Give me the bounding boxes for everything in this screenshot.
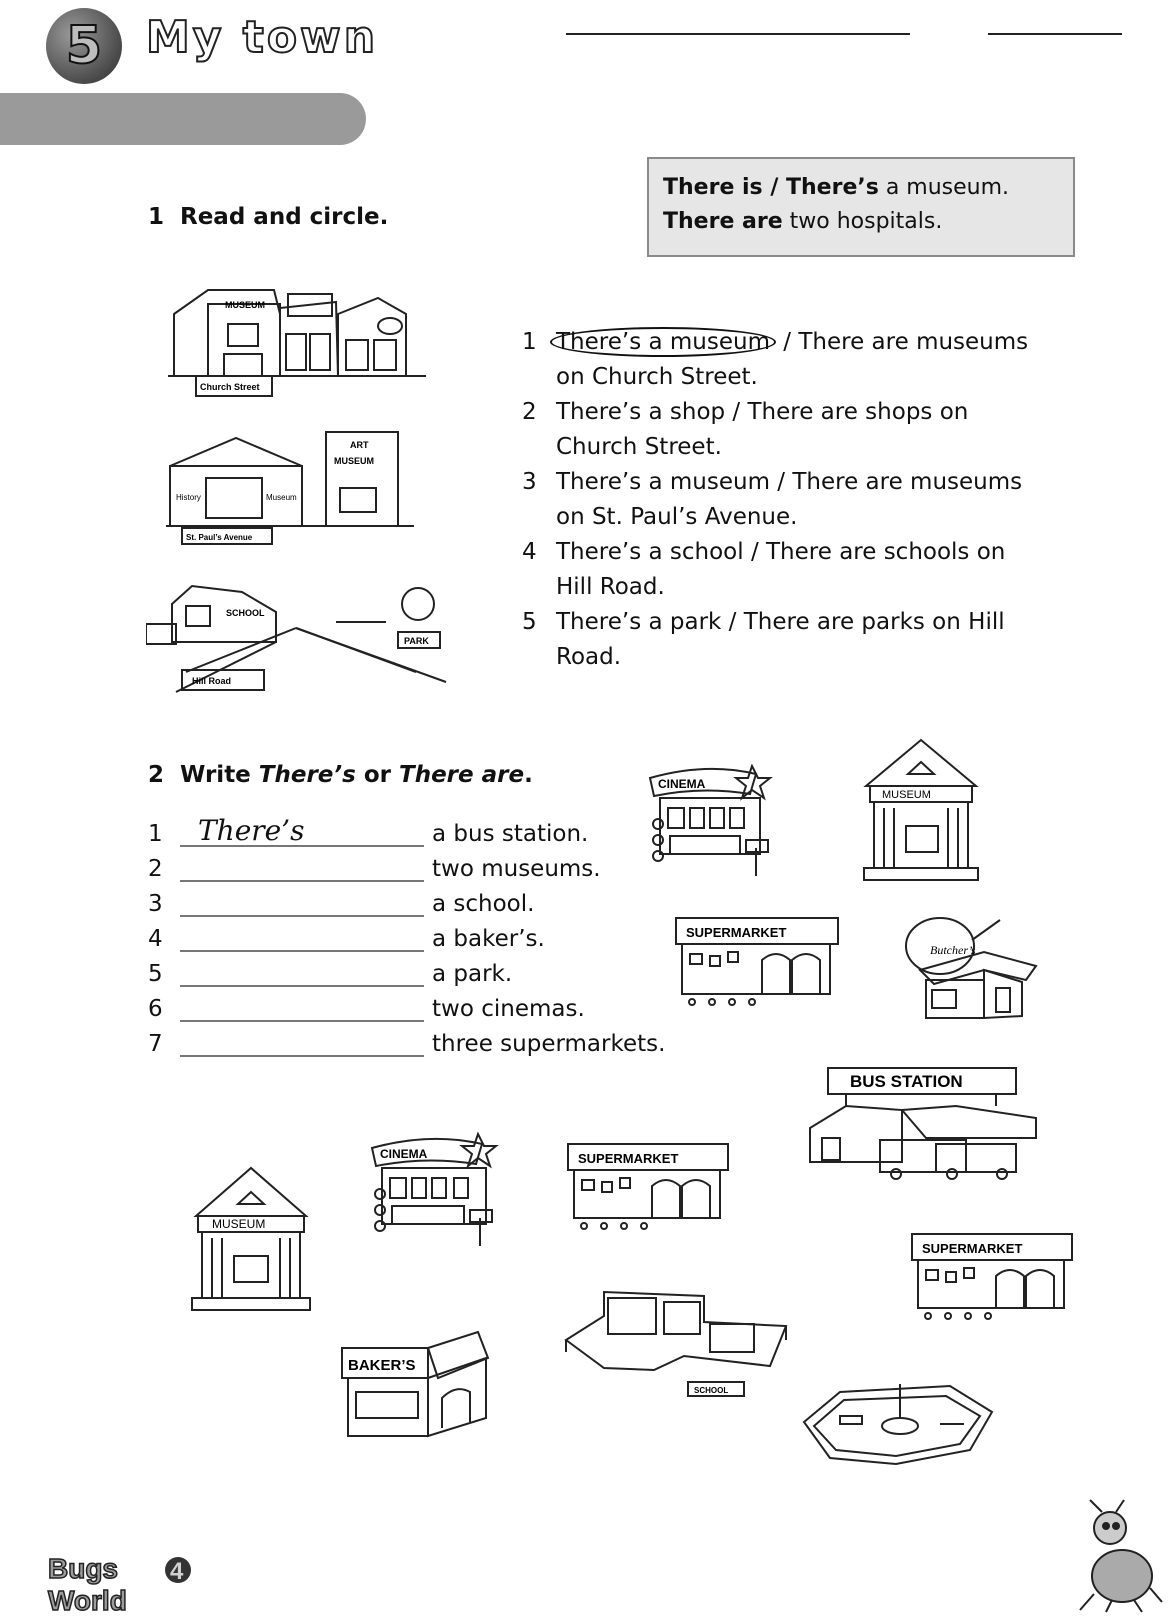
church-street-scene bbox=[168, 284, 430, 408]
row-text: two cinemas. bbox=[432, 996, 585, 1022]
bug-mascot-icon bbox=[1072, 1498, 1164, 1614]
row-number: 2 bbox=[148, 856, 163, 882]
supermarket-picture bbox=[908, 1230, 1076, 1324]
grammar-line2-bold: There are bbox=[663, 209, 783, 234]
exercise1-list bbox=[522, 325, 1062, 675]
exercise1-item[interactable] bbox=[522, 325, 1062, 395]
butchers-sign: Butcher’s bbox=[930, 943, 976, 957]
item-text-line2: on Church Street. bbox=[556, 364, 758, 390]
row-number: 1 bbox=[148, 821, 163, 847]
exercise2-title-italic2: There are bbox=[399, 762, 525, 788]
answer-blank[interactable] bbox=[180, 994, 424, 1022]
answer-blank[interactable] bbox=[180, 814, 424, 847]
bugs-world-logo bbox=[46, 1548, 196, 1614]
st-pauls-avenue-scene bbox=[166, 428, 416, 552]
bus-station-picture bbox=[806, 1066, 1046, 1188]
museum-picture bbox=[190, 1164, 312, 1314]
item-text: There’s a shop / There are shops on bbox=[556, 399, 969, 425]
row-text: a park. bbox=[432, 961, 513, 987]
exercise2-list bbox=[148, 812, 665, 1057]
row-text: a bus station. bbox=[432, 821, 589, 847]
bakers-picture bbox=[338, 1328, 498, 1440]
exercise2-row bbox=[148, 917, 665, 952]
circled-answer[interactable]: There’s a museum bbox=[550, 327, 776, 357]
item-number: 4 bbox=[522, 539, 537, 565]
grammar-line2-rest: two hospitals. bbox=[782, 209, 943, 234]
answer-blank[interactable] bbox=[180, 889, 424, 917]
cinema-picture bbox=[646, 764, 780, 888]
unit-title: My town bbox=[146, 12, 379, 63]
museum-sign: MUSEUM bbox=[212, 1217, 266, 1231]
row-number: 5 bbox=[148, 961, 163, 987]
exercise2-row bbox=[148, 812, 665, 847]
church-street-sign: Church Street bbox=[200, 382, 260, 392]
exercise2-title-italic1: There’s bbox=[258, 762, 356, 788]
unit-badge bbox=[46, 8, 122, 84]
park-picture bbox=[800, 1376, 996, 1468]
exercise2-title: 2 Write There’s or There are. bbox=[148, 762, 533, 788]
item-text-line2: Road. bbox=[556, 644, 622, 670]
item-text: / There are museums bbox=[776, 329, 1029, 355]
st-pauls-sign: St. Paul’s Avenue bbox=[186, 533, 253, 542]
school-sign: SCHOOL bbox=[694, 1386, 729, 1395]
exercise1-item[interactable] bbox=[522, 535, 1062, 605]
handwritten-answer: There’s bbox=[198, 814, 305, 847]
park-label: PARK bbox=[404, 636, 429, 646]
row-text: a school. bbox=[432, 891, 535, 917]
exercise1-number: 1 bbox=[148, 204, 165, 230]
supermarket-picture bbox=[564, 1140, 732, 1234]
row-text: two museums. bbox=[432, 856, 601, 882]
bus-station-sign: BUS STATION bbox=[850, 1072, 963, 1091]
item-text-line2: Church Street. bbox=[556, 434, 722, 460]
answer-blank[interactable] bbox=[180, 959, 424, 987]
exercise2-number: 2 bbox=[148, 762, 165, 788]
item-number: 5 bbox=[522, 609, 537, 635]
item-number: 2 bbox=[522, 399, 537, 425]
row-number: 3 bbox=[148, 891, 163, 917]
supermarket-sign: SUPERMARKET bbox=[578, 1151, 679, 1166]
logo-line1: Bugs bbox=[48, 1553, 118, 1584]
logo-number: 4 bbox=[170, 1558, 184, 1585]
answer-blank[interactable] bbox=[180, 854, 424, 882]
date-line[interactable] bbox=[988, 33, 1122, 35]
item-number: 1 bbox=[522, 329, 537, 355]
item-number: 3 bbox=[522, 469, 537, 495]
row-number: 4 bbox=[148, 926, 163, 952]
row-text: three supermarkets. bbox=[432, 1031, 666, 1057]
hill-road-sign: Hill Road bbox=[192, 676, 232, 686]
answer-blank[interactable] bbox=[180, 924, 424, 952]
butchers-picture bbox=[896, 912, 1048, 1024]
cinema-sign: CINEMA bbox=[380, 1147, 428, 1161]
logo-line2: World bbox=[48, 1585, 127, 1614]
grammar-line1-rest: a museum. bbox=[878, 175, 1010, 200]
exercise1-title bbox=[148, 204, 388, 230]
supermarket-picture bbox=[672, 914, 842, 1010]
item-text-line2: Hill Road. bbox=[556, 574, 665, 600]
church-museum-sign: MUSEUM bbox=[225, 300, 265, 310]
item-text: There’s a museum / There are museums bbox=[556, 469, 1023, 495]
exercise2-row bbox=[148, 847, 665, 882]
art-museum-label: MUSEUM bbox=[334, 456, 374, 466]
hill-road-scene bbox=[146, 582, 466, 698]
supermarket-sign: SUPERMARKET bbox=[922, 1241, 1023, 1256]
exercise2-title-pre: Write bbox=[180, 762, 259, 788]
exercise1-item[interactable] bbox=[522, 605, 1062, 675]
art-label: ART bbox=[350, 440, 369, 450]
museum-picture bbox=[862, 736, 980, 884]
museum-sign: MUSEUM bbox=[882, 789, 931, 801]
exercise2-row bbox=[148, 1022, 665, 1057]
header-bar bbox=[0, 93, 366, 145]
name-line[interactable] bbox=[566, 33, 910, 35]
exercise2-row bbox=[148, 882, 665, 917]
bakers-sign: BAKER’S bbox=[348, 1357, 416, 1374]
exercise2-row bbox=[148, 952, 665, 987]
item-text: There’s a park / There are parks on Hill bbox=[556, 609, 1005, 635]
exercise1-item[interactable] bbox=[522, 395, 1062, 465]
row-number: 6 bbox=[148, 996, 163, 1022]
exercise2-title-mid: or bbox=[355, 762, 399, 788]
exercise1-title-text: Read and circle. bbox=[180, 204, 389, 230]
exercise1-item[interactable] bbox=[522, 465, 1062, 535]
grammar-box bbox=[647, 157, 1075, 257]
unit-number: 5 bbox=[65, 16, 103, 76]
history-label: History bbox=[176, 493, 201, 502]
supermarket-sign: SUPERMARKET bbox=[686, 925, 787, 940]
cinema-picture bbox=[368, 1132, 508, 1256]
hill-school-label: SCHOOL bbox=[226, 608, 265, 618]
answer-blank[interactable] bbox=[180, 1029, 424, 1057]
item-text-line2: on St. Paul’s Avenue. bbox=[556, 504, 798, 530]
row-text: a baker’s. bbox=[432, 926, 545, 952]
row-number: 7 bbox=[148, 1031, 163, 1057]
cinema-sign: CINEMA bbox=[658, 777, 706, 791]
school-picture bbox=[564, 1286, 790, 1402]
item-text: There’s a school / There are schools on bbox=[556, 539, 1006, 565]
museum-vertical-label: Museum bbox=[266, 493, 297, 502]
exercise2-row bbox=[148, 987, 665, 1022]
grammar-line1-bold: There is / There’s bbox=[663, 175, 879, 200]
